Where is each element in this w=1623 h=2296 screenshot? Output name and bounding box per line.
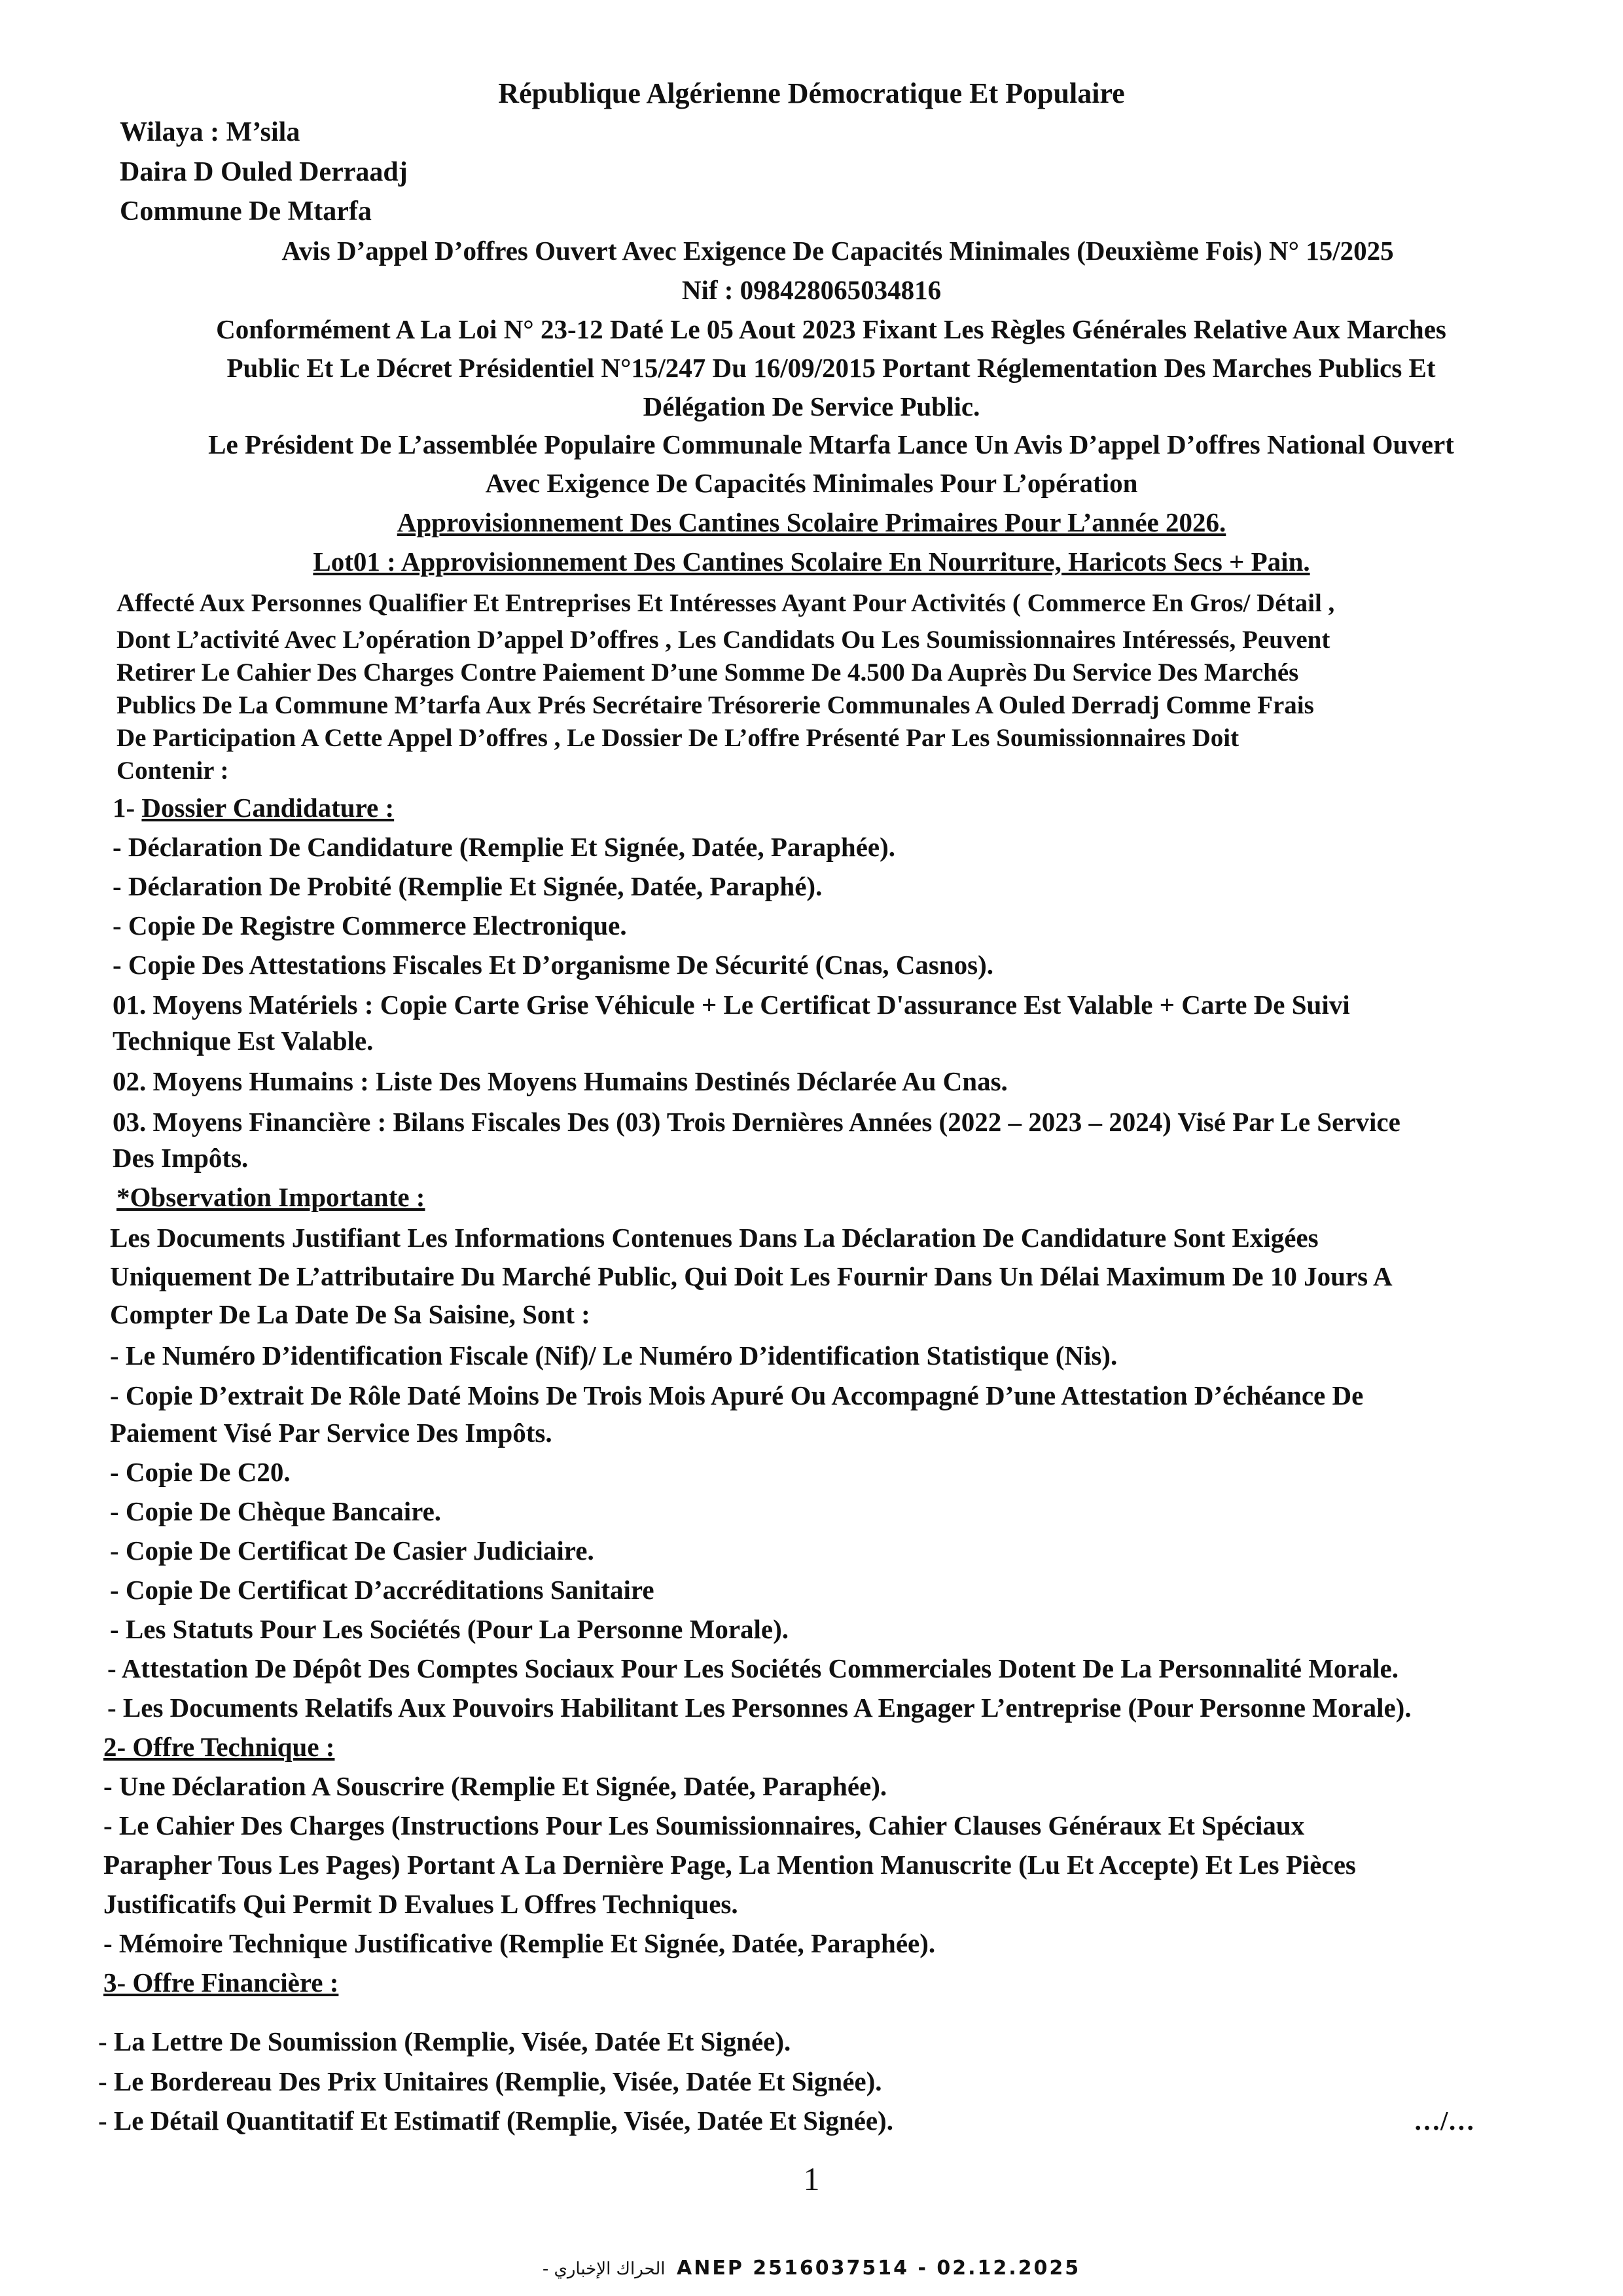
technique-line: Justificatifs Qui Permit D Evalues L Offres Techniques. xyxy=(103,1889,738,1919)
dossier-line: 01. Moyens Matériels : Copie Carte Grise Véhicule + Le Certificat D'assurance Est Valable + Carte De Suivi xyxy=(113,990,1350,1020)
intro-line-6: Contenir : xyxy=(116,757,229,785)
dossier-heading-text: Dossier Candidature : xyxy=(141,793,395,823)
financiere-line: - Le Bordereau Des Prix Unitaires (Remplie, Visée, Datée Et Signée). xyxy=(98,2066,882,2096)
observation-line: Les Documents Justifiant Les Informations Contenues Dans La Déclaration De Candidature Sont Exigées xyxy=(110,1223,1319,1253)
footer-reference: ANEP 2516037514 - 02.12.2025 xyxy=(677,2257,1081,2280)
financiere-line: - Le Détail Quantitatif Et Estimatif (Remplie, Visée, Datée Et Signée). xyxy=(98,2106,893,2136)
nif-line: Nif : 098428065034816 xyxy=(681,275,942,305)
dossier-heading xyxy=(113,791,394,824)
dossier-line: Technique Est Valable. xyxy=(113,1026,374,1056)
dossier-line: - Copie Des Attestations Fiscales Et D’organisme De Sécurité (Cnas, Casnos). xyxy=(113,950,994,980)
dossier-line: - Copie De Registre Commerce Electronique. xyxy=(113,910,627,941)
commune-line: Commune De Mtarfa xyxy=(120,196,372,226)
president-line-2: Avec Exigence De Capacités Minimales Pour L’opération xyxy=(485,468,1138,498)
intro-line-5: De Participation A Cette Appel D’offres , Le Dossier De L’offre Présenté Par Les Soumissionnaires Doit xyxy=(116,724,1240,752)
technique-heading: 2- Offre Technique : xyxy=(103,1732,335,1762)
observation-line: - Copie De Chèque Bancaire. xyxy=(110,1496,442,1526)
law-line-1: Conformément A La Loi N° 23-12 Daté Le 05 Aout 2023 Fixant Les Règles Générales Relative Aux Marches xyxy=(216,314,1446,344)
observation-heading: *Observation Importante : xyxy=(116,1182,425,1212)
continuation-mark: …/… xyxy=(1414,2106,1475,2136)
technique-line: - Mémoire Technique Justificative (Remplie Et Signée, Datée, Paraphée). xyxy=(103,1928,936,1958)
observation-line: Paiement Visé Par Service Des Impôts. xyxy=(110,1418,552,1448)
law-line-2: Public Et Le Décret Présidentiel N°15/247 Du 16/09/2015 Portant Réglementation Des Marches Publics Et xyxy=(226,353,1436,383)
technique-line: - Le Cahier Des Charges (Instructions Pour Les Soumissionnaires, Cahier Clauses Généraux Et Spéciaux xyxy=(103,1810,1305,1840)
wilaya-line: Wilaya : M’sila xyxy=(120,117,300,147)
observation-line: - Copie De Certificat De Casier Judiciaire. xyxy=(110,1535,594,1566)
notice-title: Avis D’appel D’offres Ouvert Avec Exigence De Capacités Minimales (Deuxième Fois) N° 15/2025 xyxy=(281,236,1394,266)
observation-line: - Attestation De Dépôt Des Comptes Sociaux Pour Les Sociétés Commerciales Dotent De La Personnalité Morale. xyxy=(107,1653,1399,1683)
intro-line-4: Publics De La Commune M’tarfa Aux Prés Secrétaire Trésorerie Communales A Ouled Derradj Comme Frais xyxy=(116,691,1314,719)
observation-line: - Le Numéro D’identification Fiscale (Nif)/ Le Numéro D’identification Statistique (Nis). xyxy=(110,1340,1118,1371)
observation-line: - Copie De C20. xyxy=(110,1457,291,1487)
footer xyxy=(0,2257,1623,2280)
dossier-line: 02. Moyens Humains : Liste Des Moyens Humains Destinés Déclarée Au Cnas. xyxy=(113,1066,1008,1096)
financiere-heading: 3- Offre Financière : xyxy=(103,1967,339,1998)
technique-line: - Une Déclaration A Souscrire (Remplie Et Signée, Datée, Paraphée). xyxy=(103,1771,887,1801)
footer-publication: الحراك الإخباري - xyxy=(542,2259,666,2279)
observation-line: - Copie De Certificat D’accréditations Sanitaire xyxy=(110,1575,654,1605)
observation-line: - Copie D’extrait De Rôle Daté Moins De Trois Mois Apuré Ou Accompagné D’une Attestation D’échéance De xyxy=(110,1380,1364,1410)
law-line-3: Délégation De Service Public. xyxy=(643,391,980,422)
financiere-line: - La Lettre De Soumission (Remplie, Visée, Datée Et Signée). xyxy=(98,2026,791,2056)
intro-line-3: Retirer Le Cahier Des Charges Contre Paiement D’une Somme De 4.500 Da Auprès Du Service Des Marchés xyxy=(116,658,1299,687)
dossier-line: 03. Moyens Financière : Bilans Fiscales Des (03) Trois Dernières Années (2022 – 2023 – 2024) Visé Par Le Service xyxy=(113,1107,1400,1137)
observation-line: Uniquement De L’attributaire Du Marché Public, Qui Doit Les Fournir Dans Un Délai Maximum De 10 Jours A xyxy=(110,1261,1393,1291)
observation-line: - Les Statuts Pour Les Sociétés (Pour La Personne Morale). xyxy=(110,1614,789,1644)
page-number: 1 xyxy=(803,2161,820,2197)
intro-line-1: Affecté Aux Personnes Qualifier Et Entreprises Et Intéresses Ayant Pour Activités ( Commerce En Gros/ Détail , xyxy=(116,589,1335,617)
observation-line: - Les Documents Relatifs Aux Pouvoirs Habilitant Les Personnes A Engager L’entreprise (Pour Personne Morale). xyxy=(107,1693,1412,1723)
dossier-line: - Déclaration De Probité (Remplie Et Signée, Datée, Paraphé). xyxy=(113,871,823,901)
observation-line: Compter De La Date De Sa Saisine, Sont : xyxy=(110,1299,590,1329)
intro-line-2: Dont L’activité Avec L’opération D’appel D’offres , Les Candidats Ou Les Soumissionnaires Intéressés, Peuvent xyxy=(116,626,1330,654)
dossier-number: 1- xyxy=(113,793,142,823)
president-line-1: Le Président De L’assemblée Populaire Communale Mtarfa Lance Un Avis D’appel D’offres National Ouvert xyxy=(208,429,1454,459)
dossier-line: Des Impôts. xyxy=(113,1143,249,1173)
dossier-line: - Déclaration De Candidature (Remplie Et Signée, Datée, Paraphée). xyxy=(113,832,896,862)
operation-title: Approvisionnement Des Cantines Scolaire Primaires Pour L’année 2026. xyxy=(397,507,1226,537)
daira-line: Daira D Ouled Derraadj xyxy=(120,157,408,187)
technique-line: Parapher Tous Les Pages) Portant A La Dernière Page, La Mention Manuscrite (Lu Et Accepte) Et Les Pièces xyxy=(103,1850,1356,1880)
lot-title: Lot01 : Approvisionnement Des Cantines Scolaire En Nourriture, Haricots Secs + Pain. xyxy=(313,547,1310,577)
republic-title: République Algérienne Démocratique Et Populaire xyxy=(498,77,1125,109)
